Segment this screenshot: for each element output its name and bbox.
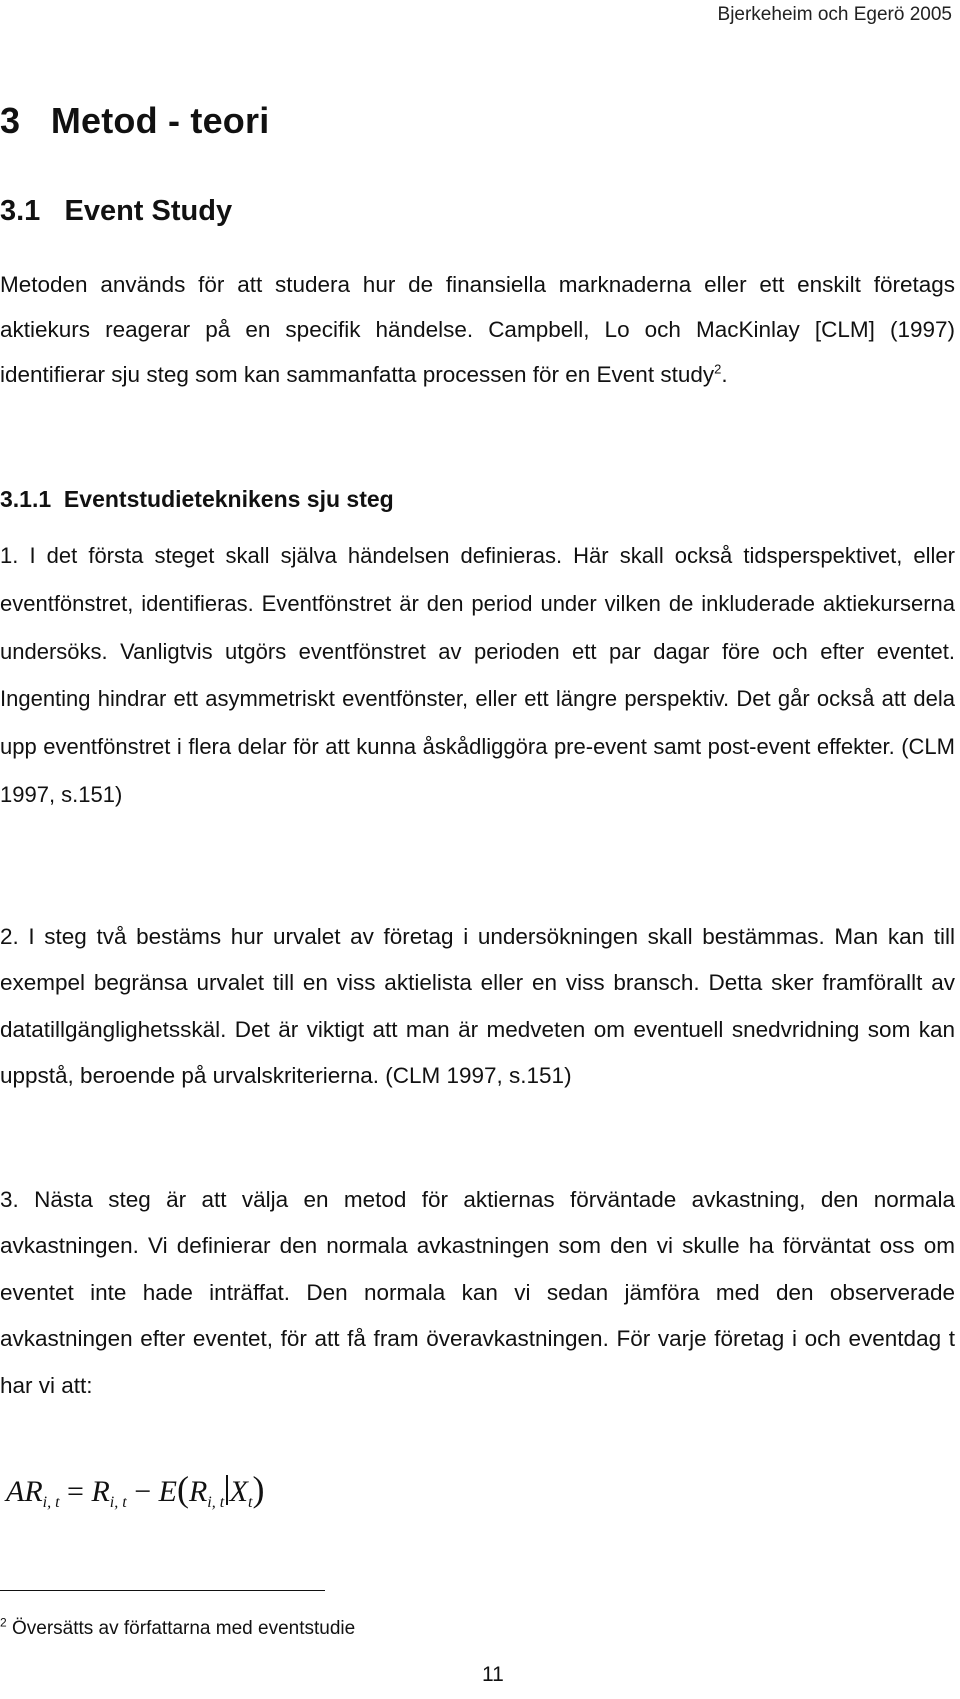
footnote-ref[interactable]: 2 bbox=[714, 361, 722, 377]
formula-r: R bbox=[91, 1475, 110, 1508]
section-title: 3.1 Event Study bbox=[0, 195, 233, 227]
step-1-paragraph: 1. I det första steget skall själva händelsen definieras. Här skall också tidsperspektivet, eller eventfönstret, identifieras. Eventfönstret är den period under vilken de inkluderade aktiekurserna undersöks. Vanligtvis utgörs eventfönstret av perioden ett par dagar före och efter eventet. Ingenting hindrar ett asymmetriskt eventfönster, eller ett längre perspektiv. Det går också att dela upp eventfönstret i flera delar för att kunna åskådliggöra pre-event samt post-event effekter. (CLM 1997, s.151) bbox=[0, 543, 955, 807]
footnote-number: 2 bbox=[0, 1615, 7, 1630]
chapter-title: 3 Metod - teori bbox=[0, 100, 270, 141]
formula-minus: − bbox=[134, 1475, 152, 1508]
formula-ar: AR bbox=[6, 1475, 43, 1508]
formula-x-sub: t bbox=[247, 1494, 253, 1511]
step-3-paragraph: 3. Nästa steg är att välja en metod för aktiernas förväntade avkastning, den normala avkastningen. Vi definierar den normala avkastningen som den vi skulle ha förväntat oss om eventet inte hade inträffat. Den normala kan vi sedan jämföra med den observerade avkastningen efter eventet, för att få fram överavkastningen. För varje företag i och eventdag t har vi att: bbox=[0, 1187, 955, 1398]
formula-close-paren: ) bbox=[252, 1469, 265, 1509]
formula-ar-sub: i, t bbox=[42, 1494, 60, 1511]
formula-conditional-bar bbox=[226, 1475, 228, 1505]
formula-r-sub: i, t bbox=[109, 1494, 127, 1511]
intro-paragraph bbox=[0, 263, 955, 397]
formula-equals: = bbox=[67, 1475, 84, 1508]
abnormal-return-formula bbox=[6, 1468, 264, 1510]
intro-end: . bbox=[721, 361, 728, 387]
formula-r2: R bbox=[188, 1475, 208, 1508]
running-header: Bjerkeheim och Egerö 2005 bbox=[717, 4, 952, 25]
subsection-title: 3.1.1 Eventstudieteknikens sju steg bbox=[0, 486, 394, 512]
formula-r2-sub: i, t bbox=[207, 1494, 225, 1511]
step-2-paragraph: 2. I steg två bestäms hur urvalet av företag i undersökningen skall bestämmas. Man kan till exempel begränsa urvalet till en viss aktielista eller en viss bransch. Detta sker framförallt av datatillgänglighetsskäl. Det är viktigt att man är medveten om eventuell snedvridning som kan uppstå, beroende på urvalskriterierna. (CLM 1997, s.151) bbox=[0, 924, 955, 1089]
formula-open-paren: ( bbox=[176, 1469, 189, 1509]
formula-x: X bbox=[229, 1475, 248, 1508]
formula-e: E bbox=[158, 1475, 177, 1508]
footnote-separator bbox=[0, 1590, 325, 1591]
page-number: 11 bbox=[482, 1663, 504, 1686]
intro-text: Metoden används för att studera hur de finansiella marknaderna eller ett enskilt företags aktiekurs reagerar på en specifik händelse. Campbell, Lo och MacKinlay [CLM] (1997) identifierar sju steg som kan sammanfatta processen för en Event study bbox=[0, 272, 955, 387]
footnote bbox=[0, 1615, 356, 1640]
footnote-text: Översätts av författarna med eventstudie bbox=[11, 1618, 356, 1639]
